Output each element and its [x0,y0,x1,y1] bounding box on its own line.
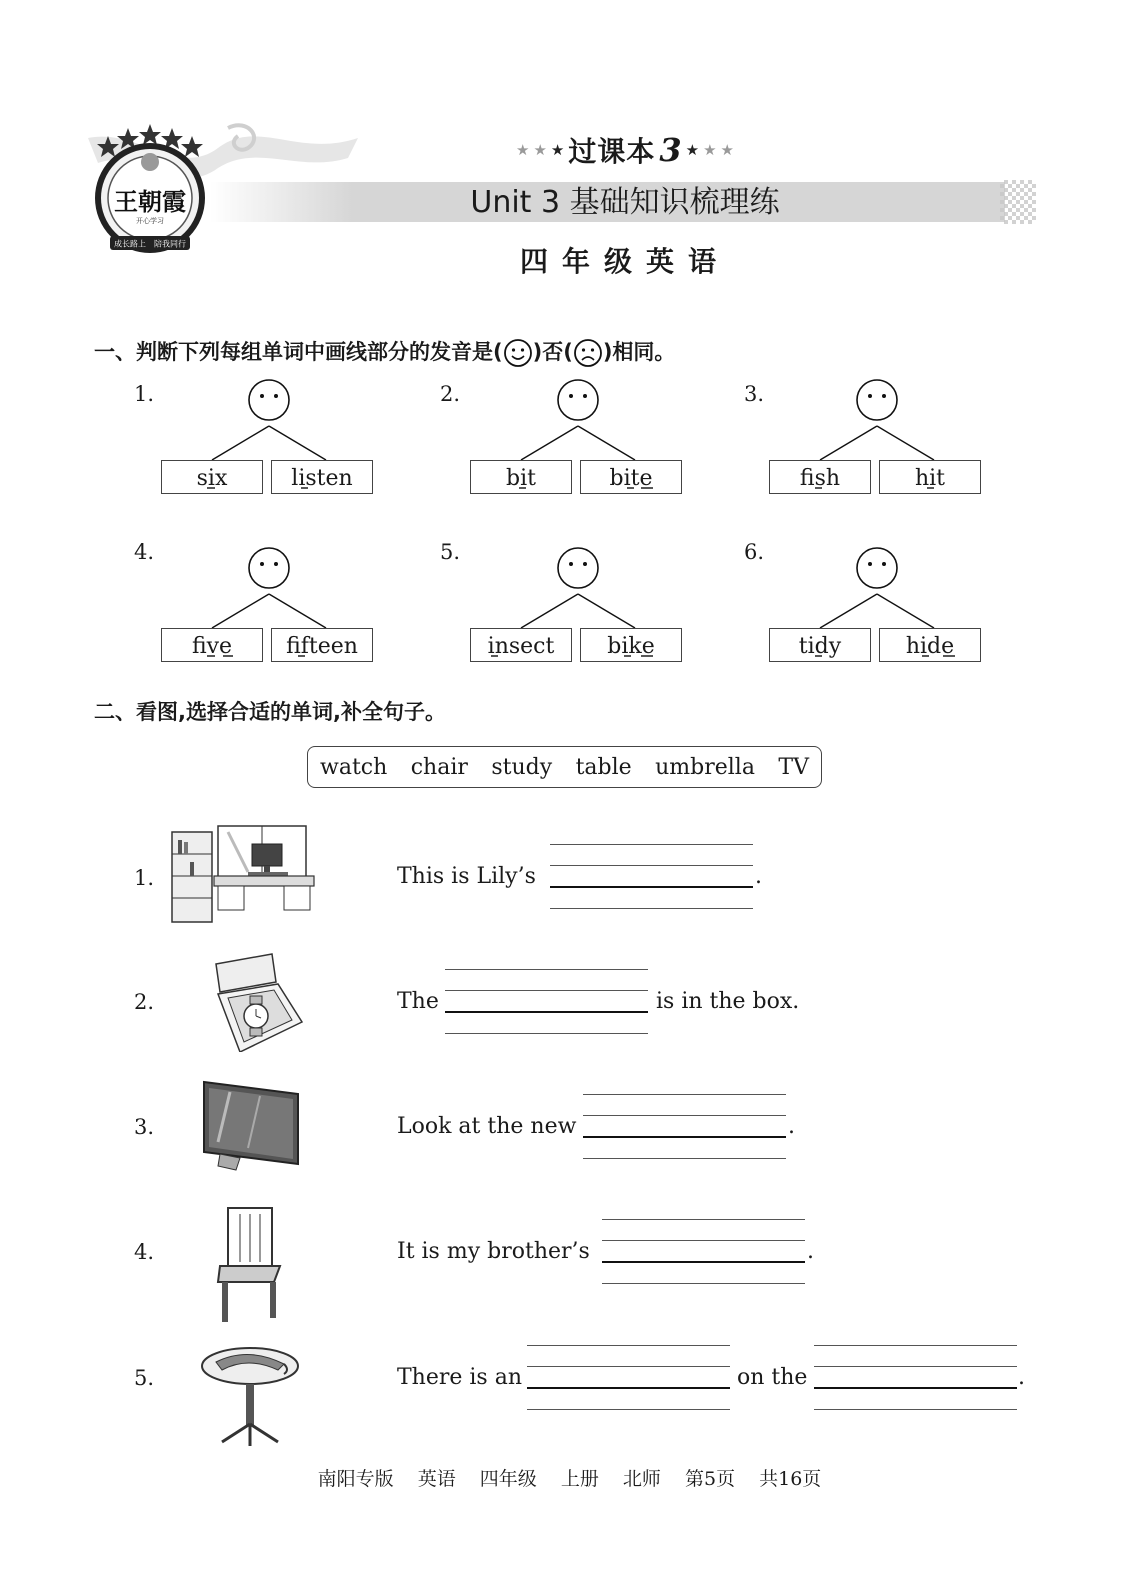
svg-text:成长路上: 成长路上 [114,239,146,249]
sentence-post: . [755,864,762,889]
umbrella-on-table-picture [198,1340,304,1450]
item-number: 2. [134,990,155,1014]
item-number: 5. [440,540,461,564]
svg-text:开心学习: 开心学习 [136,217,164,225]
word-box: five [161,628,263,662]
page-subtitle: 过课本 [568,135,656,168]
sentence-pre: It is my brother’s [397,1239,590,1264]
word-bank-item: chair [410,754,468,780]
word-bank-item: table [575,754,632,780]
item-number: 3. [134,1115,155,1139]
item-number: 1. [134,866,155,890]
sentence-post: . [807,1239,814,1264]
word-bank-item: watch [320,754,388,780]
item-number: 6. [744,540,765,564]
answer-blank[interactable] [550,844,753,910]
page-footer [0,1464,1139,1491]
study-room-picture [168,822,330,926]
item-number: 2. [440,382,461,406]
item-number: 1. [134,382,155,406]
footer-item: 北师 [622,1468,661,1490]
item-number: 3. [744,382,765,406]
word-box: insect [470,628,572,662]
sentence-pre: The [397,989,439,1014]
sentence-post: is in the box. [656,989,800,1014]
sentence-post: . [1018,1365,1025,1390]
star-icon: ★ [720,141,734,159]
svg-text:陪我同行: 陪我同行 [154,239,186,249]
part2-heading: 二、看图,选择合适的单词,补全句子。 [94,700,446,724]
chair-picture [214,1206,284,1324]
part1-heading-text: 一、判断下列每组单词中画线部分的发音是( [94,340,503,364]
item-number: 4. [134,1240,155,1264]
sentence-post: . [788,1114,795,1139]
watch-box-picture [210,952,306,1052]
star-icon: ★ [516,141,530,159]
footer-item: 四年级 [479,1468,537,1490]
word-box: six [161,460,263,494]
word-box: tidy [769,628,871,662]
sound-underlines [0,0,1139,700]
word-bank-item: umbrella [655,754,755,780]
sentence-pre: Look at the new [397,1114,577,1139]
part1-heading-text: )否( [532,340,573,364]
sentence-pre: There is an [397,1365,522,1390]
star-icon: ★ [550,141,565,159]
item-number: 5. [134,1366,155,1390]
footer-item: 上册 [560,1468,599,1490]
word-box: listen [271,460,373,494]
page-subtitle-number: 3 [659,131,682,169]
footer-item: 共16页 [759,1468,822,1490]
footer-item: 英语 [417,1468,456,1490]
word-box: hit [879,460,981,494]
part1-heading-text: )相同。 [602,340,676,364]
star-icon: ★ [685,141,700,159]
word-box: hide [879,628,981,662]
footer-item: 南阳专版 [317,1468,394,1490]
word-box: fifteen [271,628,373,662]
tv-picture [200,1080,304,1176]
item-number: 4. [134,540,155,564]
word-box: bite [580,460,682,494]
answer-blank[interactable] [445,969,648,1035]
answer-blank[interactable] [814,1345,1017,1411]
answer-blank[interactable] [527,1345,730,1411]
star-icon: ★ [703,141,717,159]
page-title: Unit 3 基础知识梳理练 [470,185,780,220]
grade-label: 四年级英语 [519,245,730,278]
word-bank-item: TV [778,754,809,780]
answer-blank[interactable] [583,1094,786,1160]
footer-item: 第5页 [684,1468,736,1490]
svg-text:王朝霞: 王朝霞 [114,187,186,216]
word-box: bit [470,460,572,494]
star-icon: ★ [533,141,547,159]
word-box: fish [769,460,871,494]
word-bank [307,746,822,788]
word-box: bike [580,628,682,662]
sentence-pre: This is Lily’s [397,864,536,889]
word-bank-item: study [491,754,553,780]
answer-blank[interactable] [602,1219,805,1285]
sentence-mid: on the [737,1365,808,1390]
